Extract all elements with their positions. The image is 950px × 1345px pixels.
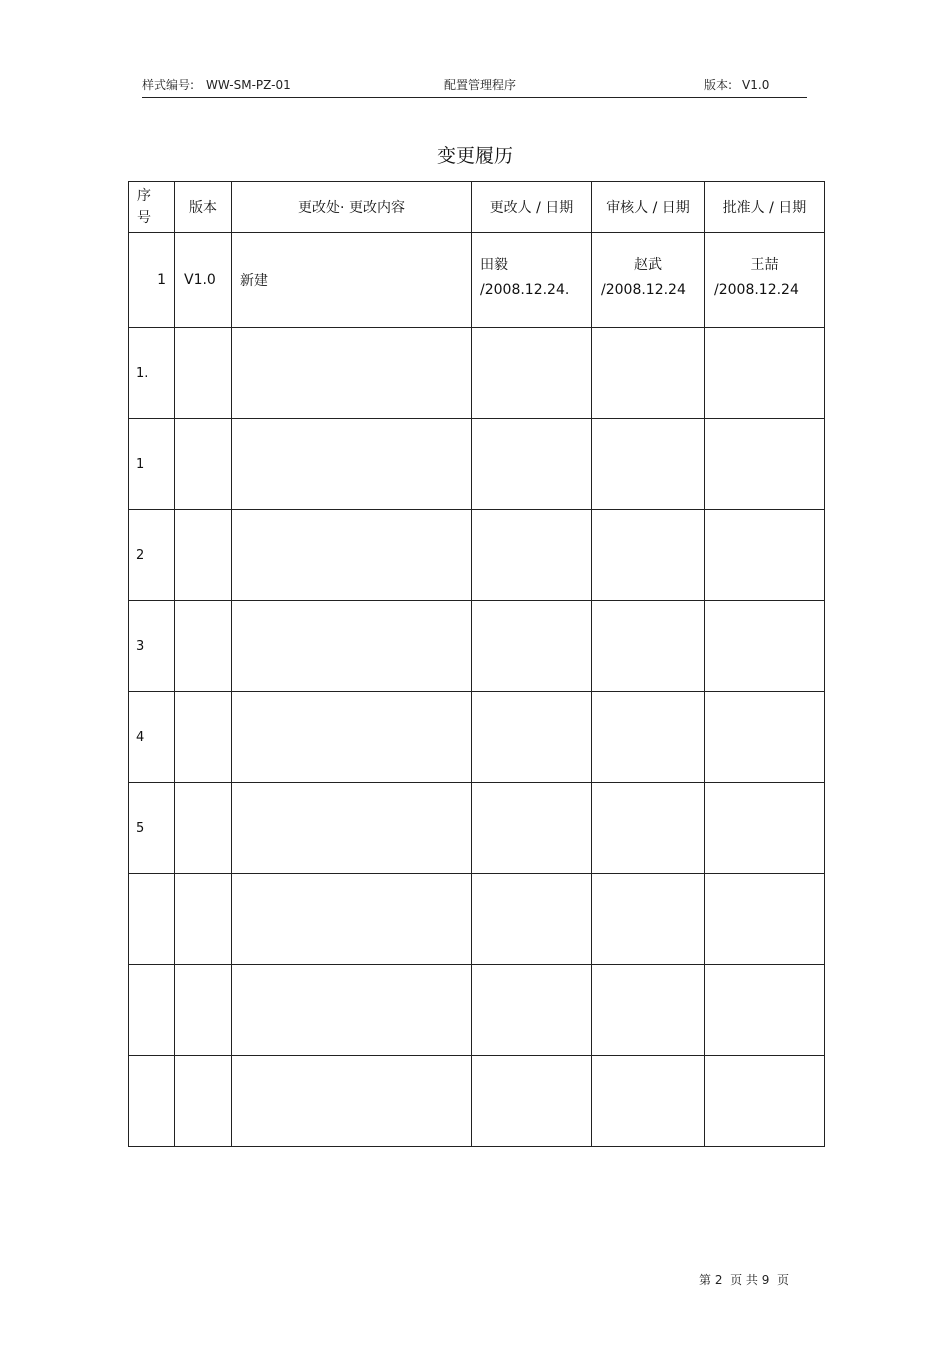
- row-approver-cell: [705, 419, 825, 510]
- row-seq: [129, 874, 175, 965]
- version-label: 版本:: [704, 78, 733, 92]
- row-seq: 1: [129, 419, 175, 510]
- page-title: 变更履历: [436, 145, 513, 167]
- row-content-cell: [232, 874, 472, 965]
- row-reviewer-cell: [592, 419, 705, 510]
- version-value: V1.0: [742, 78, 770, 92]
- row-changer: [472, 233, 592, 328]
- row-changer-cell: [472, 692, 592, 783]
- row-seq: 2: [129, 510, 175, 601]
- row-seq: 4: [129, 692, 175, 783]
- table-row: [129, 510, 825, 601]
- row-approver: [705, 233, 825, 328]
- row-seq: 5: [129, 783, 175, 874]
- row-approver-cell: [705, 874, 825, 965]
- row-reviewer-cell: [592, 510, 705, 601]
- table-row: [129, 692, 825, 783]
- form-code-block: [142, 76, 291, 93]
- table-header-row: [129, 182, 825, 233]
- row-changer-cell: [472, 965, 592, 1056]
- table-row: [129, 783, 825, 874]
- row-seq: [129, 1056, 175, 1147]
- row-seq: 1: [129, 233, 175, 328]
- row-reviewer-cell: [592, 783, 705, 874]
- header-reviewer: 审核人 / 日期: [592, 182, 705, 233]
- reviewer-name: 赵武: [634, 257, 662, 273]
- row-version-cell: [175, 874, 232, 965]
- table-row: [129, 233, 825, 328]
- row-approver-cell: [705, 692, 825, 783]
- table-row: [129, 1056, 825, 1147]
- row-version-cell: [175, 328, 232, 419]
- row-changer-cell: [472, 328, 592, 419]
- row-reviewer-cell: [592, 692, 705, 783]
- row-content: 新建: [232, 233, 472, 328]
- changer-date: /2008.12.24.: [480, 282, 570, 298]
- table-row: [129, 419, 825, 510]
- row-content-cell: [232, 965, 472, 1056]
- table-row: [129, 874, 825, 965]
- row-approver-cell: [705, 783, 825, 874]
- row-seq: 3: [129, 601, 175, 692]
- header-changer: 更改人 / 日期: [472, 182, 592, 233]
- page-header: [142, 76, 807, 96]
- row-content-cell: [232, 510, 472, 601]
- reviewer-date: /2008.12.24: [601, 282, 686, 298]
- header-approver: 批准人 / 日期: [705, 182, 825, 233]
- row-content-cell: [232, 328, 472, 419]
- row-content-cell: [232, 419, 472, 510]
- row-content-cell: [232, 601, 472, 692]
- approver-date: /2008.12.24: [714, 282, 799, 298]
- page-footer: 第 2 页 共 9 页: [699, 1273, 789, 1287]
- changer-name: 田毅: [480, 257, 508, 273]
- row-approver-cell: [705, 510, 825, 601]
- row-reviewer-cell: [592, 328, 705, 419]
- header-seq-line2: 号: [137, 210, 151, 226]
- row-version-cell: [175, 510, 232, 601]
- row-changer-cell: [472, 510, 592, 601]
- table-row: [129, 965, 825, 1056]
- row-content-cell: [232, 692, 472, 783]
- row-version-cell: [175, 965, 232, 1056]
- row-version-cell: [175, 601, 232, 692]
- row-approver-cell: [705, 1056, 825, 1147]
- row-approver-cell: [705, 965, 825, 1056]
- table-row: [129, 328, 825, 419]
- header-divider: [142, 97, 807, 98]
- row-reviewer: [592, 233, 705, 328]
- form-code-value: WW-SM-PZ-01: [206, 78, 291, 92]
- row-approver-cell: [705, 328, 825, 419]
- header-version: 版本: [175, 182, 232, 233]
- row-changer-cell: [472, 783, 592, 874]
- row-reviewer-cell: [592, 874, 705, 965]
- change-history-table: [128, 181, 825, 1147]
- row-approver-cell: [705, 601, 825, 692]
- row-seq: [129, 965, 175, 1056]
- form-code-label: 样式编号:: [142, 78, 195, 92]
- row-version: V1.0: [175, 233, 232, 328]
- header-content: 更改处· 更改内容: [232, 182, 472, 233]
- row-content-cell: [232, 783, 472, 874]
- row-changer-cell: [472, 874, 592, 965]
- row-version-cell: [175, 783, 232, 874]
- row-changer-cell: [472, 1056, 592, 1147]
- row-reviewer-cell: [592, 965, 705, 1056]
- row-changer-cell: [472, 601, 592, 692]
- table-row: [129, 601, 825, 692]
- version-block: [704, 76, 769, 93]
- row-version-cell: [175, 692, 232, 783]
- row-changer-cell: [472, 419, 592, 510]
- header-seq: [129, 182, 175, 233]
- row-reviewer-cell: [592, 601, 705, 692]
- document-name: 配置管理程序: [444, 78, 517, 92]
- approver-name: 王喆: [750, 257, 779, 273]
- row-reviewer-cell: [592, 1056, 705, 1147]
- row-content-cell: [232, 1056, 472, 1147]
- row-version-cell: [175, 1056, 232, 1147]
- row-seq: 1.: [129, 328, 175, 419]
- row-version-cell: [175, 419, 232, 510]
- header-seq-line1: 序: [137, 188, 151, 204]
